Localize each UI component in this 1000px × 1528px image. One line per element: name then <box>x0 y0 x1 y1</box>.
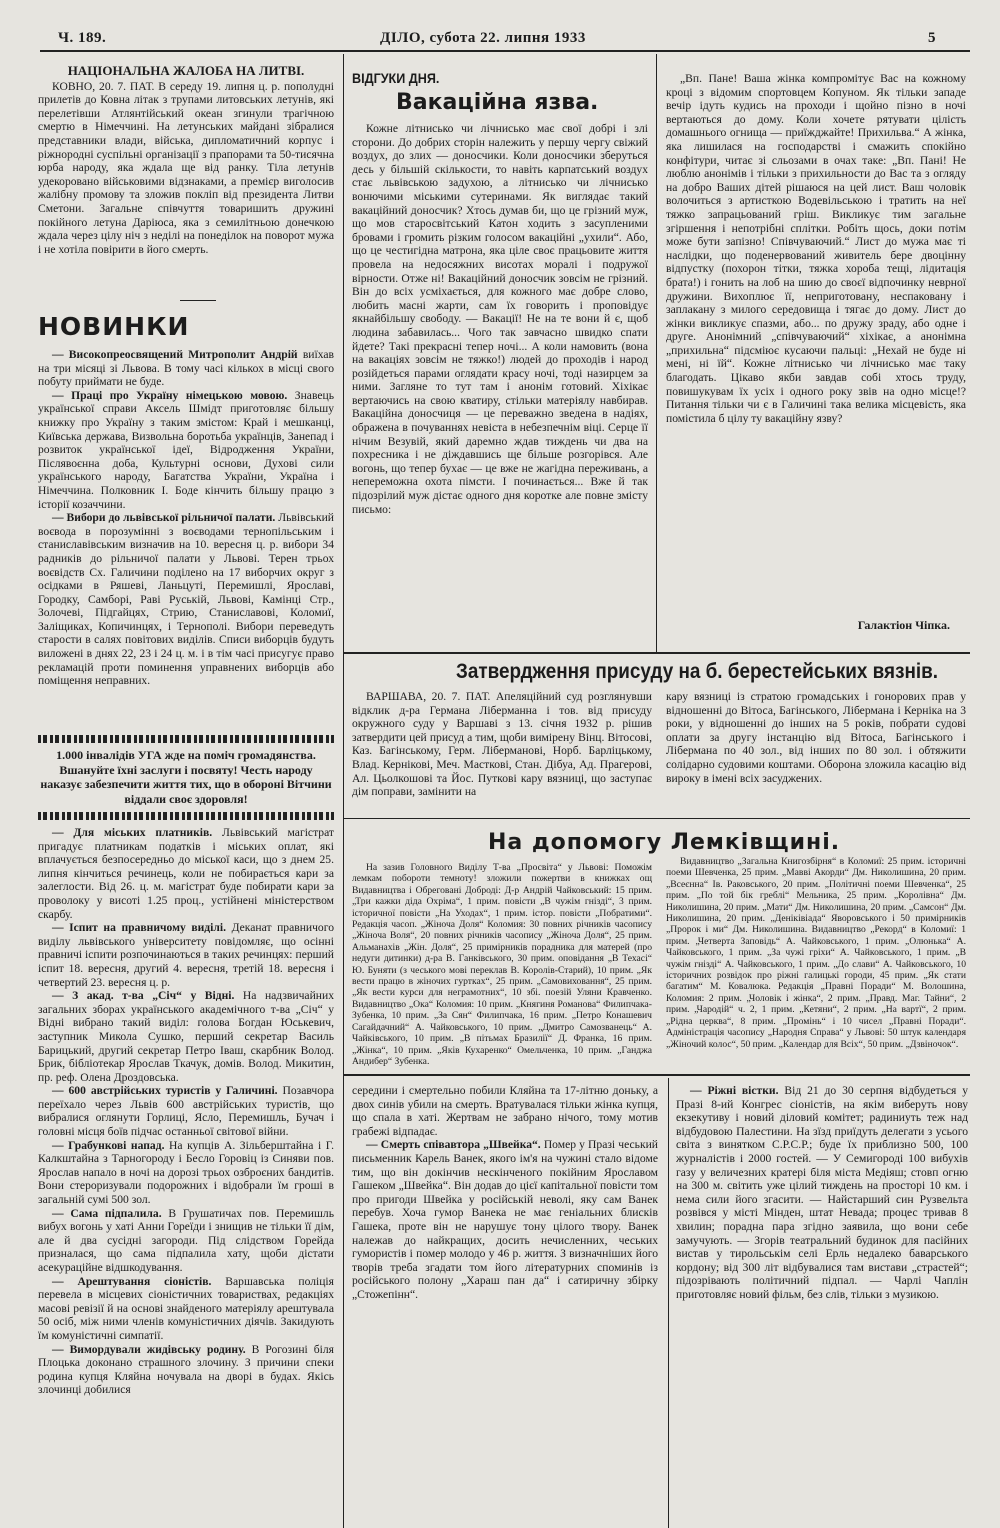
news-text: На надзвичайних загальних зборах українського академічного т-ва „Січ“ у Відні вибрано такий виділ: голова Богдан Юськевич, заступник Микола Сушко, перший секретар Василь Барицький, другий секретар Петро Іваш, скарбник Волод. Брик, бібліотекар Ярослав Ткачук, домів. Волод. Микитин, пр. реф. Олена Дроздовська. <box>38 989 334 1084</box>
verdict-right-text: кару вязниці із стратою громадських і гонорових прав у відношенні до Вітоса, Багінського, Лібермана і Керніка на 3 роки, у відношенні до інших на 5 років, побрати судові оплати за другу інстанцію від Вітоса, Багінського і Лібермана по 40 зол., від інших по 80 зол. і обтяжити солідарно судовими коштами. Оборона зложила касацію від вироку в імені всіх засуджених. <box>666 690 966 785</box>
ornament-border <box>38 812 334 820</box>
news-lead: — Вибори до львівської рільничої палати. <box>52 511 276 525</box>
verdict-headline: Затвердження присуду на б. берестейських вязнів. <box>456 660 939 683</box>
feuilleton-text-block <box>352 122 648 642</box>
lemko-right <box>666 856 966 1070</box>
verdict-left-text: ВАРШАВА, 20. 7. ПАТ. Апеляційний суд розглянувши відклик д-ра Германа Ліберманна і тов. від присуду окружного суду у Варшаві з 13. січня 1932 р. рішив затвердити цей присуд а тим, щоби вимірену Вінц. Вітосові, Каз. Багінському, Герм. Ліберманові, Норб. Барліцькому, Влад. Кернікові, Меч. Мастковi, Стан. Дібуа, Ад. Прагерові, Ал. Цьолкошові та Йос. Путкові кару вязниці, що заступає дім поправи, замінити на <box>352 690 652 799</box>
masthead-date: ДІЛО, субота 22. липня 1933 <box>380 30 586 46</box>
bottom-right <box>676 1084 968 1524</box>
news-lead: — Смерть співавтора „Швейка“. <box>366 1138 541 1152</box>
news-text: Від 21 до 30 серпня відбудеться у Празі 8-ий Конгрес сіоністів, на якім виберуть нову екзекутиву і новий діловий комітет; радиниуть теж над відбудовою Палестини. На зїзд приїдуть делегати з усього світа з винятком С.Р.С.Р.; буде їх приблизно 500, 100 журналістів і 2000 гостей. — У Семигороді 100 вибухів газу у величезних кратері біля міста Медіяш; стовп огню на 300 м. світить уже цілий тиждень на просторі 10 км. і нема сили його згасити. — Найстарший син Рузвельта розвівся у місті Мінден, штат Невада; процес тривав 8 хвилин; порадна пара згідно заявила, що вони себе замучують. — Згорів театральний будинок для пасійних вистав у тирольськім селі Ерль недалеко баварського кордону; від 300 літ відбувалися там вистави „страстей“; підозрівають політичний підпал. — Чарлі Чаплін приготовляє новий фільм, без слів, тільки з музикою. <box>676 1084 968 1301</box>
page-number: 5 <box>928 30 936 46</box>
feuilleton-title: Вакаційна язва. <box>396 90 599 115</box>
feuilleton-continued <box>666 72 966 612</box>
section-rule <box>343 818 970 819</box>
news-lead: — З акад. т-ва „Січ“ у Відні. <box>52 989 235 1003</box>
news-text: В Рогозині біля Плоцька доконано страшного злочину. З причини спеки родина купця Кляйна ночувала на дворі в будах. Якісь злочинці добилися <box>38 1342 334 1397</box>
invalids-appeal <box>38 748 334 812</box>
news-text: виїхав на три місяці зі Львова. В тому часі кількох в місці свого побуту приймати не буде. <box>38 348 334 389</box>
lemko-left-text: На зазив Головного Виділу Т-ва „Просвіта“ у Львові: Поможім лемкам побороти темноту! зложили пожертви в книжках ощ Видавництва і Обреговані Доброді: Д-р Андрій Чайковський: 15 прим. „Три кажки діда Охріма“, 1 прим. повісти „В чужім гнізді“, 3 прим. історичної повісти „На Уходах“, 1 прим. істор. повісти „Побратими“. Редакція часоп. „Жіноча Доля“ Коломия: 30 повних річників часопису „Жіноча Воля“, 20 повних річників часопису „Жіноча Доля“, 25 прим. Альманахів „Жін. Доля“, 25 примірників порадника для матерей (про недуги дитинки) д-ра В. Ганківського, 30 прим. оповідання „В Техасі“ Ю. Буняти (з чеського мові переклав В. Королів-Старий), 10 прим. „Як вести працю в жіночих гуртках“, 25 прим. „Самовиховання“, 25 прим. „Як вести курси для неграмотних“, 10 збі. поезій Уляни Кравченко. Видавництво „Ока“ Коломия: 10 прим. „Княгиня Романова“ Филипчака-Зубенка, 10 прим. „За Сян“ Филипчака, 16 прим. „Петро Конашевич Сагайдачний“ А. Чайковського, 10 прим. „Дмитро Самозванець“ А. Чайківського, 10 прим. „В пітьмах Бразилії“ Д. Франка, 16 прим. „Жінка“, 10 прим. „Яків Кухаренко“ Омельченка, 10 прим. „Ганджа Андибер“ Зубенка. <box>352 862 652 1067</box>
news-text: На купців А. Зільберштайна і Г. Калкштайна з Тарногороду і Бесло Горовіц із Синяви пов. Ярослав напало в ночі на дорозі трьох озброєних бандитів. Вони стероризували подорожних і відобрали їм гроші в загальній сумі 500 зол. <box>38 1138 334 1207</box>
news-block-1 <box>38 348 334 728</box>
end-rule <box>180 300 216 301</box>
news-lead: — Праці про Україну німецькою мовою. <box>52 388 288 402</box>
news-lead: — Іспит на правничому виділі. <box>52 921 227 935</box>
lemko-left <box>352 862 652 1070</box>
news-text: В Грушатичах пов. Перемишль вибух вогонь у хаті Анни Гореїди і знищив не тільки її дім, але й два сусідні загороди. Під слідством Горейда призналася, що сама підпалила хату, щоби дістати асекураційне відшкодування. <box>38 1206 334 1274</box>
verdict-left <box>352 690 652 814</box>
lemko-right-text: Видавництво „Загальна Книгозбірня“ в Коломиї: 25 прим. історичні поеми Шевченка, 25 прим. „Мавві Акорди“ Дм. Николишина, 20 прим. „Всеєнна“ Ів. Раковського, 20 прим. „Політичні поеми Шевченка“, 25 прим. „По той бік греблі“ Мельника, 25 прим. „Королівна“ Дм. Николишина, 20 прим. „Мати“ Дм. Николишина, 20 прим. „Самсон“ Дм. Николишина, 20 прим. „Деніківіада“ Яворовського і 50 примірників „Пророк і ми“ Дм. Николишина. Видавництво „Рекорд“ в Коломиї: 1 прим. „Четверта Заповідь“ А. Чайковського, 1 прим. „Олюнька“ А. Чайковського, 1 прим. „За чужі гріхи“ А. Чайковського, 1 прим. „В чужім гнізді“ А. Чайковського, 1 прим. „До слави“ А. Чайковського, 10 історичних розвідок про ріжні галицькі городи, 45 прим. „Як стати багатим“ М. Ковалюка. Редакція „Правні Поради“ М. Волошина, Коломия: 2 прим. „Чоловік і жінка“, 2 прим. „Правд. Маг. Тайни“, 2 прим. „Чародій“ ч. 2, 1 прим. „Кетяни“, 2 прим. „На вартї“, 2 прим. „Рідна церква“, 8 прим. „Промінь“ і 10 чисел „Правні Поради“. Адміністрація часопису „Народня Справа“ у Львові: 50 штук календаря „Жіночий колос“, 50 прим. „Календар для Всіх“, 50 прим. „Дзвіночок“. <box>666 856 966 1050</box>
feuilleton-text: Кожне літнисько чи лічнисько має свої добрі і злі сторони. До добрих сторін належить у першу чергу свіжий воздух, до злих — доносчики. Коли доносчики зберуться десь у більшій скількости, то навіть карпатський воздух стає львівською задухою, а літнисько чи лічнисько вонючими міськими сутеринами. Як виглядає такий вакаційний доносчик? Хтось думав би, що це грізний муж, що мов старосвітський Катон ходить з засупленими бровами і громить різким голосом вакаційні „ухили“. Або, що це честигідна матрона, яка ціле своє працьовите життя провела на недосяжних висотах моралі і подружої вірности. Отже ні! Вакаційний доносчик зовсім не грізний. Він до всіх усміхається, для кожного має добре слово, любить масні жарти, сам їх говорить і проповідує якнайбільшу свободу. — Вакації! Не на те вони й є, щоб людина забавилась... Чого так завчасно швидко спати йдете? Такі прекрасні тепер ночі... А коли намовить (вона на вакаціях зовсім не тяжко!) людей до проходів і народ розійдеться парами оглядати красу ночі, тоді назирцем за ними. Загляне то тут там і анонім готовий. Хіхікає вертаючись на свою кватиру, стільки матеріялу навбирав. Вакаційна доносчиця — це переважно зведена в надіях, ображена в почуваннях невіста в небезпечнім віці. Серце її нічим Везувій, який даремно ждав тиждень чи два на похресника і не діждавшись ще більше розгорівся. Але вогонь, що тепер бухає — це вже не жагідна переживань, а непереможна охота пімсти. І починається... Вже й так підозрілий муж дістає одного дня коротке але повне змісту письмо: <box>352 122 648 516</box>
signature-wrap <box>666 618 950 633</box>
column-divider <box>656 54 657 652</box>
news-block-2 <box>38 826 334 1526</box>
news-text: Позавчора переїхало через Львів 600 австрійських туристів, що вибралися оглянути Горлиці, Ясло, Перемишль, Бучач і головні місця боїв підчас останньої світової війни. <box>38 1084 334 1139</box>
author-signature: Галактіон Чіпка. <box>857 618 950 632</box>
news-lead: — Арештування сіоністів. <box>52 1274 212 1288</box>
news-text: Знавець української справи Аксель Шмідт приготовляє більшу книжку про Україну з таким змістом: Край і мешканці, Київська держава, Визвольна боротьба українців, Занепад і розвиток української ідеї, Відродження України, Післявоєнна доба, Культурні основи, Духові сили українського народу, Багатства України, Україна і Німеччина. Полковник І. Боде кінчить більшу працю з історії козаччини. <box>38 388 334 511</box>
news-lead: — 600 австрійських туристів у Галичині. <box>52 1084 278 1098</box>
section-rule <box>343 652 970 654</box>
news-lead: — Сама підпалила. <box>52 1206 162 1220</box>
news-section-title: НОВИНКИ <box>38 312 190 341</box>
ornament-border <box>38 735 334 743</box>
robbery-continued-text: середини і смертельно побили Кляйна та 17-літню доньку, а двох синів убили на смерть. Вратувалася тільки жінка купця, що спала в хаті. Жертвам не забрано нічого, тому мотив грабежі відпадає. <box>352 1084 658 1138</box>
news-lead: — Високопреосвящений Митрополит Андрій <box>52 348 298 361</box>
feuilleton-continued-text: „Вп. Пане! Ваша жінка компромітує Вас на кожному кроці з відомим спортовцем Копуном. Як тільки западе вечір ідуть кудись на проходи і щойно пізно в ночі вертаються до дому. Коли хочете рятувати цілість домашнього огнища — приїжджайте! Прихильва.“ А жінка, яка лишилася на господарстві і смажить спокійно конфітури, читає зі сльозами в очах таке: „Вп. Пані! Не люблю анонімів і тільки з прихильности до Вас та з огляду на добро Ваших дітей рішаюся на цей лист. Ваш чоловік волочиться з артисткою Водевільською і тратить на неї тяжко запрацьований гріш. Викликує тим загальне згіршення і непотрібні сплітки. Робіть щось, доки потім може бути запізно! Співчуваючий.“ Лист до мужа має ті наслідки, що поденервований живитель бере двоцінну відпустку (похорон тітки, тяжка хороба тещі, лідитація брата!) і гонить на лоб на шию до своєї відпочинку неврної дружини. Вихоплює її, неприготовану, неспакованy і заплакану з милого середовища і тягає до дому. Лист до жінки викликує спазми, або... по дружу зраду, або одне і друге. Анонімний „співчуваючий“ хіхікає, а анонімна „прихильна“ підсміює кусаючи пальці: „Нехай не буде ні мені, ні їй“. Кожне літнисько чи лічнисько має таку благодать. Цікаво якби завдав собі хтось труду, повишукувам їх усіх і одного року звів на одно місце!? Питання тільки чи є в Галичині така велика місцевість, яка помістила б цілу ту вакаційну язву? <box>666 72 966 425</box>
verdict-right <box>666 690 966 814</box>
news-lead: — Для міських платників. <box>52 826 213 839</box>
feuilleton-kicker: ВІДГУКИ ДНЯ. <box>352 70 440 86</box>
news-text: Деканат правничого виділу львівського університету повідомляє, що осінні правничі іспити розпочинаються в таких речинцях: перший іспит 18. вересня, другий 4. вересня, третій 18. вересня і четвертий 23. вересня ц. р. <box>38 921 334 989</box>
news-text: Варшавська поліція перевела в місцевих сіоністичних товариствах, редакціях масові ревізії й на основі знайденого матеріялу арештувала 50 осіб, між ними членів комуністичних діячів. Закидують їм комуністичні симпатії. <box>38 1274 334 1342</box>
column-divider <box>668 1078 669 1528</box>
news-lead: — Вимордували жидівську родину. <box>52 1342 246 1356</box>
news-lead: — Грабункові напад. <box>52 1138 165 1152</box>
news-text: Помер у Празі чеський письменник Карель Ванек, якого ім'я на чужині стало відоме тим, що він докінчив нескінченого покійним Ярославом Гашеком „Швейка“. Він додав до цієї капітальної повісти том про пригоди Швейка у російській неволі, яку сам Ванек перебув. Хоча гумор Ванека не має геніальних блисків Гашека, проте він не нарушує тону цілого твору. Ванек належав до найкращих, досить нечисленних, чеських гумористів і помер молодо у 46 р. життя. З визначніших його творів треба згадати том його літературних споминів із російського полону „Хараш пан да“ і сатиричну збірку „Стожепінн“. <box>352 1138 658 1301</box>
section-rule <box>343 1074 970 1076</box>
column-divider <box>343 654 344 1528</box>
appeal-text: 1.000 інвалідів УГА жде на поміч громадянства. Вшануйте їхні заслуги і посвяту! Честь народу наказує забезпечити життя тих, що в обороні Вітчини віддали своє здоровля! <box>40 748 332 806</box>
lithuania-article <box>38 64 334 308</box>
lithuania-headline: НАЦІОНАЛЬНА ЖАЛОБА НА ЛИТВІ. <box>67 64 305 78</box>
page-label: Ч. 189. <box>58 30 107 46</box>
news-lead: — Ріжні вістки. <box>690 1084 779 1097</box>
bottom-middle <box>352 1084 658 1524</box>
lithuania-text: КОВНО, 20. 7. ПАТ. В середу 19. липня ц. р. пополудні прилетів до Ковна літак з трупами литовських летунів, які перелетівши Атлянтійський океан згинули трагічною смертю в Німеччині. На летунських майдані зібралися представники влади, війська, дипломатичний корпус і ріжнородні суспільні організації з прапорами та 50-тисячна юрба народу, яка ждала ще від ранку. Тіла летунів удекоровано військовими відзнаками, а премієр виголосив жалібну промову та зложив покліп від президента Литви Сметони. Загальне співчуття товаришить дружині покійного летуна Даріюса, яка з семилітньою донечкою ждала через цілу ніч з неділі на понеділок на поворот мужа і не хотіла повірити в його смерть. <box>38 79 334 256</box>
column-divider <box>343 54 344 652</box>
news-text: Львівський магістрат пригадує платникам податків і міських оплат, які вплачується безпосередньо до міської каси, що з днем 25. липня кінчиться речинець, коли не побирається кари за залеглости. Від 26. ц. м. магістрат буде побирати кари за проволоку у висоті 1.25 проц., устійнені міністерством скарбу. <box>38 826 334 921</box>
lemko-headline: На допомогу Лемківщині. <box>488 830 841 855</box>
header-rule <box>40 50 970 52</box>
news-text: Львівський воєвода в порозумінні з воєводами тернопільським і станиславівським визначив на 10. вересня ц. р. вибори 34 радників до рільничої палати у Львові. Терен трьох воєвідств Сх. Галичини поділено на 17 виборчих округ з осідками в Ряшеві, Ланьцуті, Перемишлі, Ярославі, Городку, Самборі, Раві Руській, Львові, Камінці Стр., Золочеві, Підгайцях, Стрию, Станиславові, Коломиї, Заліщиках, Копичинцях, і Тернополі. Вибори переведуть старости в салях повітових виділів. Списи виборців будуть виложені в днях 22, 23 і 24 ц. м. і в тім часі присугує право рекламацій проти поминення управнених виборців або поміщення неправних. <box>38 511 334 688</box>
